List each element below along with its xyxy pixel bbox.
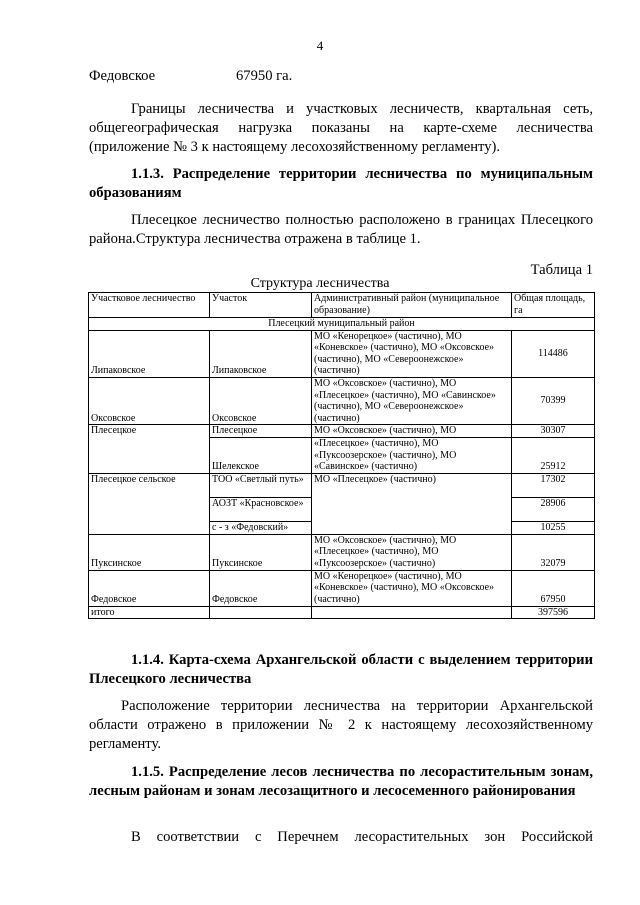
cell-total-area: 397596 xyxy=(512,606,595,619)
cell-plot: Федовское xyxy=(210,570,312,606)
table-district-row xyxy=(89,318,595,331)
table-row xyxy=(89,377,595,424)
cell-area: 17302 xyxy=(512,473,595,497)
cell-area: 25912 xyxy=(512,437,595,473)
paragraph-location: Плесецкое лесничество полностью расположено в границах Плесецкого района.Структура лесничества отражена в таблице 1. xyxy=(89,212,593,247)
cell-area: 28906 xyxy=(512,497,595,521)
cell-forestry: Федовское xyxy=(89,570,210,606)
heading-1-1-4: 1.1.4. Карта-схема Архангельской области с выделением территории Плесецкого лесничества xyxy=(89,652,593,687)
header-forestry: Участковое лесничество xyxy=(89,293,210,318)
table-row xyxy=(89,330,595,377)
cell-total-label: итого xyxy=(89,606,210,619)
page-number: 4 xyxy=(316,38,324,53)
cell-forestry: Плесецкое xyxy=(89,425,210,474)
cell-admin: МО «Кенорецкое» (частично), МО «Коневское» (частично), МО «Оксовское» (частично), МО «Североонежское» (частично) xyxy=(312,330,512,377)
paragraph-borders: Границы лесничества и участковых лесничеств, квартальная сеть, общегеографическая нагрузка показаны на карте-схеме лесничества (приложение № 3 к настоящему лесохозяйственному регламенту). xyxy=(89,101,593,155)
structure-table xyxy=(88,292,595,619)
cell-forestry: Пуксинское xyxy=(89,534,210,570)
cell-forestry: Плесецкое сельское xyxy=(89,473,210,534)
table-row xyxy=(89,473,595,497)
cell-area: 32079 xyxy=(512,534,595,570)
table-title: Структура лесничества xyxy=(250,276,390,291)
table-total-row xyxy=(89,606,595,619)
cell-forestry: Липаковское xyxy=(89,330,210,377)
cell-area: 114486 xyxy=(512,330,595,377)
cell-area: 10255 xyxy=(512,521,595,534)
cell-admin: «Плесецкое» (частично), МО «Пуксоозерское» (частично), МО «Савинское» (частично) xyxy=(312,437,512,473)
area-line xyxy=(89,68,293,85)
cell-empty xyxy=(210,606,312,619)
cell-admin: МО «Оксовское» (частично), МО «Плесецкое» (частично), МО «Пуксоозерское» (частично) xyxy=(312,534,512,570)
cell-plot: Шелекское xyxy=(210,437,312,473)
table-number: Таблица 1 xyxy=(530,262,593,278)
district-cell: Плесецкий муниципальный район xyxy=(89,318,595,331)
cell-admin: МО «Плесецкое» (частично) xyxy=(312,473,512,534)
header-area: Общая площадь, га xyxy=(512,293,595,318)
cell-plot: Пуксинское xyxy=(210,534,312,570)
header-admin: Административный район (муниципальное образование) xyxy=(312,293,512,318)
paragraph-map-location: Расположение территории лесничества на территории Архангельской области отражено в приложении № 2 к настоящему лесохозяйственному регламенту. xyxy=(89,698,593,752)
cell-empty xyxy=(312,606,512,619)
cell-area: 70399 xyxy=(512,377,595,424)
cell-admin: МО «Оксовское» (частично), МО xyxy=(312,425,512,438)
table-row xyxy=(89,570,595,606)
paragraph-zones: В соответствии с Перечнем лесорастительных зон Российской xyxy=(131,829,593,845)
cell-plot: ТОО «Светлый путь» xyxy=(210,473,312,497)
cell-admin: МО «Оксовское» (частично), МО «Плесецкое» (частично), МО «Савинское» (частично), МО «Североонежское» (частично) xyxy=(312,377,512,424)
heading-1-1-5: 1.1.5. Распределение лесов лесничества по лесорастительным зонам, лесным районам и зонам лесозащитного и лесосеменного районирования xyxy=(89,764,593,799)
cell-forestry: Оксовское xyxy=(89,377,210,424)
cell-area: 67950 xyxy=(512,570,595,606)
header-plot: Участок xyxy=(210,293,312,318)
cell-area: 30307 xyxy=(512,425,595,438)
area-line-value: 67950 га. xyxy=(236,68,293,84)
table-header-row xyxy=(89,293,595,318)
area-line-name: Федовское xyxy=(89,68,156,84)
cell-plot: Плесецкое xyxy=(210,425,312,438)
cell-plot: АОЗТ «Красновское» xyxy=(210,497,312,521)
cell-admin: МО «Кенорецкое» (частично), МО «Коневское» (частично), МО «Оксовское» (частично) xyxy=(312,570,512,606)
heading-1-1-3: 1.1.3. Распределение территории лесничества по муниципальным образованиям xyxy=(89,166,593,201)
cell-plot: Липаковское xyxy=(210,330,312,377)
cell-plot: с - з «Федовский» xyxy=(210,521,312,534)
cell-plot: Оксовское xyxy=(210,377,312,424)
table-row xyxy=(89,534,595,570)
table-row xyxy=(89,425,595,438)
